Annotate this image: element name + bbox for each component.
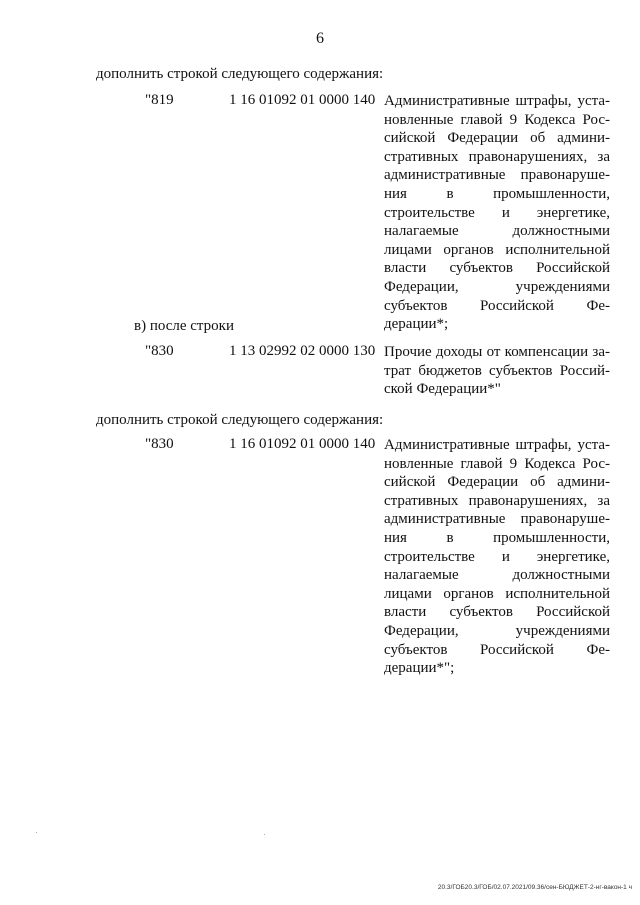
instruction-after-row: в) после строки bbox=[134, 318, 234, 334]
admin-code: "819 bbox=[145, 92, 174, 108]
budget-classification-code: 1 16 01092 01 0000 140 bbox=[229, 92, 376, 108]
scan-specks bbox=[36, 832, 276, 836]
instruction-add-row-2: дополнить строкой следующего содержания: bbox=[96, 412, 384, 428]
income-description: Административные штрафы, установленные главой 9 Кодекса Российской Федерации об административных правонарушениях, за административные правонарушения в промышленности, строительстве и энергетике, налагаемые должностными лицами органов исполнительной власти субъектов Российской Федерации, учреждениями субъектов Российской Федерации*"; bbox=[384, 437, 610, 677]
income-description: Прочие доходы от компенсации затрат бюджетов субъектов Российской Федерации*" bbox=[384, 344, 610, 398]
income-description: Административные штрафы, установленные главой 9 Кодекса Российской Федерации об административных правонарушениях, за административные правонарушения в промышленности, строительстве и энергетике, налагаемые должностными лицами органов исполнительной власти субъектов Российской Федерации, учреждениями субъектов Российской Федерации*; bbox=[384, 93, 610, 333]
budget-classification-code: 1 13 02992 02 0000 130 bbox=[229, 343, 376, 359]
instruction-add-row-1: дополнить строкой следующего содержания: bbox=[96, 66, 384, 82]
admin-code: "830 bbox=[145, 343, 174, 359]
page-number: 6 bbox=[316, 30, 324, 47]
admin-code: "830 bbox=[145, 436, 174, 452]
document-footer-code: 20.3/ГОБ20.3/ГОБ/02.07.2021/09.36/сен-БЮДЖЕТ-2-нг-вакон-1 ч bbox=[437, 884, 632, 891]
budget-classification-code: 1 16 01092 01 0000 140 bbox=[229, 436, 376, 452]
